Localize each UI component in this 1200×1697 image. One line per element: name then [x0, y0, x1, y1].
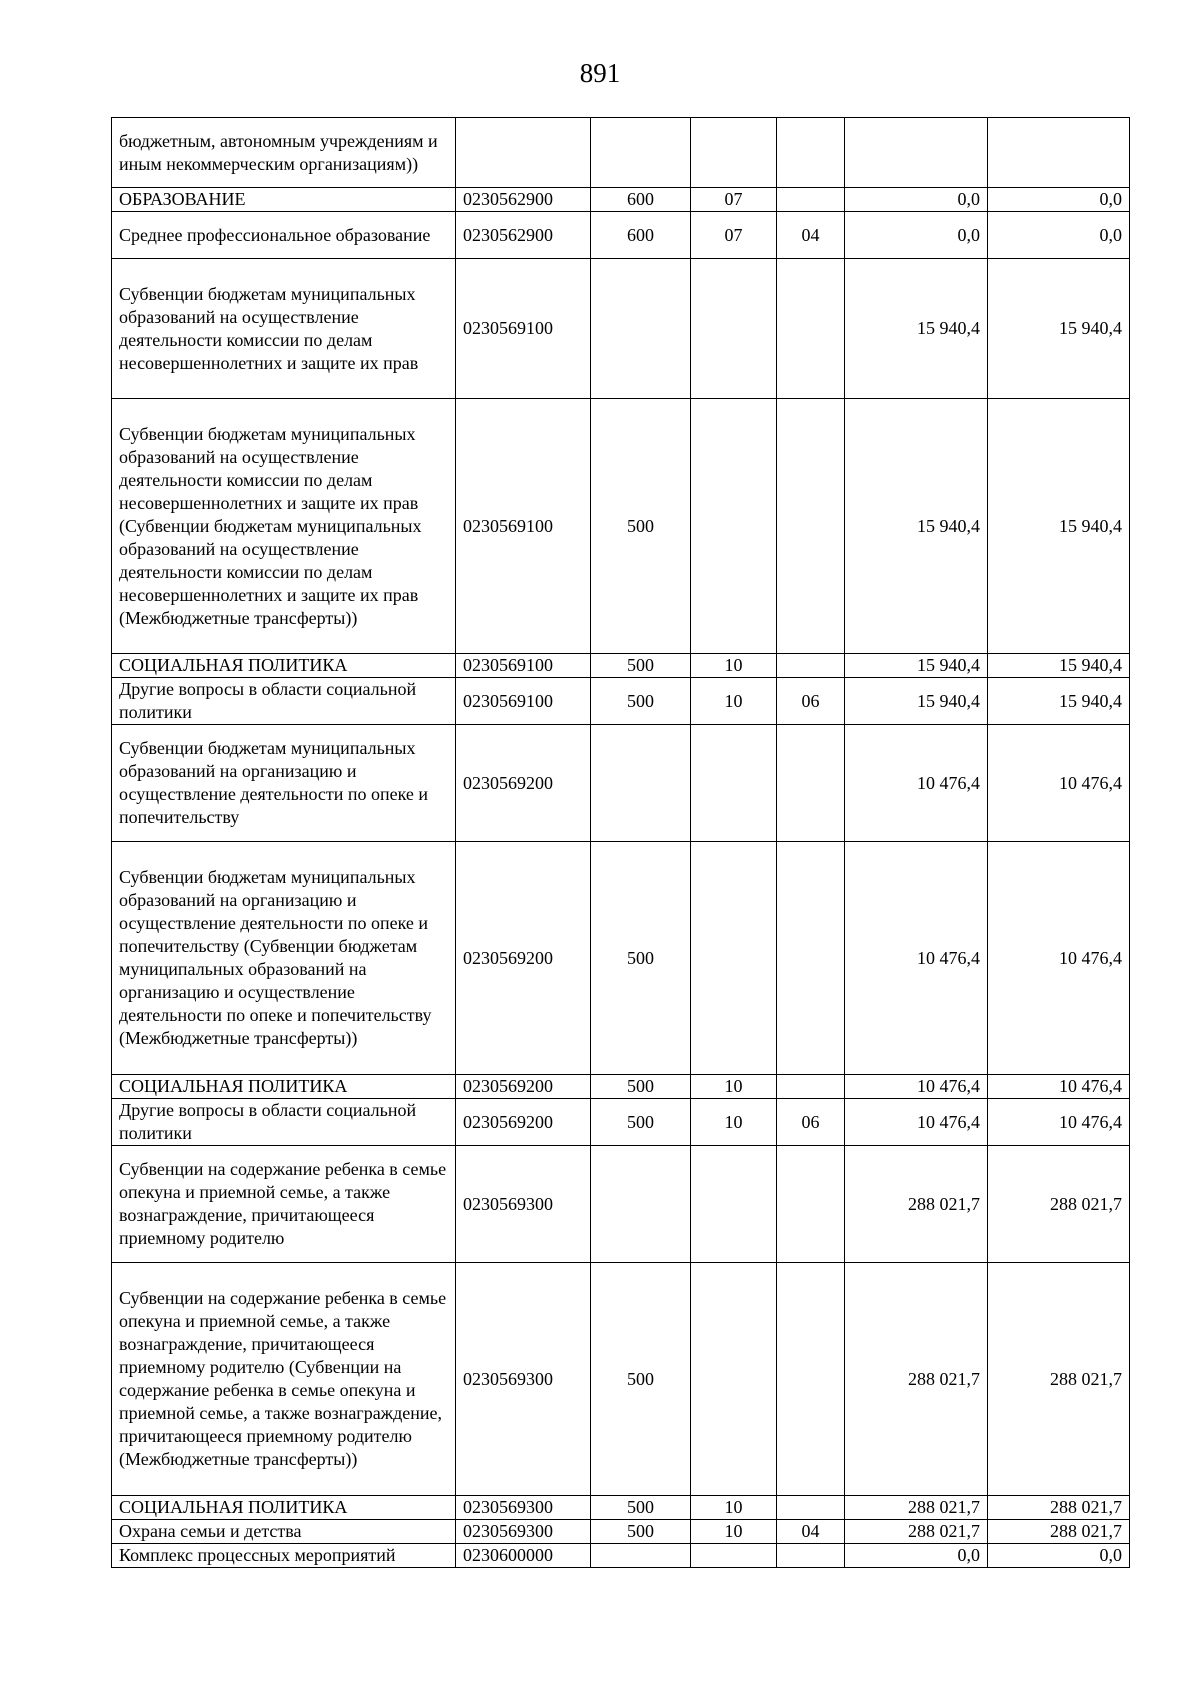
row-name: Комплекс процессных мероприятий: [112, 1544, 456, 1568]
row-vr: 600: [591, 188, 691, 212]
row-rz: [691, 842, 777, 1075]
row-name: СОЦИАЛЬНАЯ ПОЛИТИКА: [112, 1496, 456, 1520]
row-year1: 288 021,7: [845, 1496, 988, 1520]
row-year2: 288 021,7: [988, 1146, 1130, 1263]
row-pr: 04: [777, 1520, 845, 1544]
row-csr: 0230569100: [456, 399, 591, 654]
row-pr: [777, 1075, 845, 1099]
row-csr: 0230569100: [456, 654, 591, 678]
row-rz: [691, 399, 777, 654]
row-year2: 288 021,7: [988, 1263, 1130, 1496]
row-year2: 15 940,4: [988, 678, 1130, 725]
row-name: Другие вопросы в области социальной политики: [112, 1099, 456, 1146]
row-year1: 10 476,4: [845, 1099, 988, 1146]
row-pr: [777, 725, 845, 842]
row-pr: [777, 654, 845, 678]
row-vr: 500: [591, 1520, 691, 1544]
row-rz: 07: [691, 188, 777, 212]
row-name: Субвенции на содержание ребенка в семье опекуна и приемной семье, а также вознаграждение, причитающееся приемному родителю (Субвенции на содержание ребенка в семье опекуна и приемной семье, а также вознаграждение, причитающееся приемному родителю (Межбюджетные трансферты)): [112, 1263, 456, 1496]
row-pr: [777, 1544, 845, 1568]
row-year2: 10 476,4: [988, 842, 1130, 1075]
row-vr: 500: [591, 678, 691, 725]
row-year2: [988, 118, 1130, 188]
budget-table: [111, 117, 1130, 1568]
row-vr: 500: [591, 1099, 691, 1146]
table-row: [112, 654, 1130, 678]
row-rz: 07: [691, 212, 777, 259]
table-row: [112, 678, 1130, 725]
row-rz: 10: [691, 1075, 777, 1099]
row-name: бюджетным, автономным учреждениям и иным некоммерческим организациям)): [112, 118, 456, 188]
row-year2: 15 940,4: [988, 399, 1130, 654]
table-row: [112, 842, 1130, 1075]
row-pr: [777, 842, 845, 1075]
row-vr: 500: [591, 1496, 691, 1520]
row-year1: 15 940,4: [845, 399, 988, 654]
row-csr: 0230562900: [456, 212, 591, 259]
row-rz: [691, 1146, 777, 1263]
row-name: Субвенции бюджетам муниципальных образований на организацию и осуществление деятельности по опеке и попечительству (Субвенции бюджетам муниципальных образований на организацию и осуществление деятельности по опеке и попечительству (Межбюджетные трансферты)): [112, 842, 456, 1075]
row-rz: [691, 118, 777, 188]
row-rz: 10: [691, 654, 777, 678]
table-row: [112, 1146, 1130, 1263]
table-row: [112, 725, 1130, 842]
row-vr: 500: [591, 1263, 691, 1496]
row-csr: 0230562900: [456, 188, 591, 212]
table-row: [112, 1263, 1130, 1496]
row-pr: [777, 1263, 845, 1496]
row-name: Субвенции бюджетам муниципальных образований на организацию и осуществление деятельности по опеке и попечительству: [112, 725, 456, 842]
row-name: Субвенции на содержание ребенка в семье опекуна и приемной семье, а также вознаграждение, причитающееся приемному родителю: [112, 1146, 456, 1263]
row-year2: 10 476,4: [988, 1099, 1130, 1146]
row-pr: [777, 399, 845, 654]
row-vr: 500: [591, 399, 691, 654]
row-year1: 10 476,4: [845, 725, 988, 842]
row-vr: 500: [591, 842, 691, 1075]
row-vr: [591, 259, 691, 399]
row-rz: [691, 1263, 777, 1496]
row-vr: 600: [591, 212, 691, 259]
row-year1: 288 021,7: [845, 1146, 988, 1263]
row-year1: 288 021,7: [845, 1520, 988, 1544]
row-csr: 0230569200: [456, 842, 591, 1075]
row-rz: 10: [691, 678, 777, 725]
row-pr: 04: [777, 212, 845, 259]
row-csr: 0230569300: [456, 1520, 591, 1544]
row-csr: [456, 118, 591, 188]
row-year1: 10 476,4: [845, 1075, 988, 1099]
table-row: [112, 1520, 1130, 1544]
row-rz: 10: [691, 1496, 777, 1520]
row-pr: 06: [777, 1099, 845, 1146]
row-csr: 0230569200: [456, 1075, 591, 1099]
table-row: [112, 212, 1130, 259]
row-year2: 288 021,7: [988, 1520, 1130, 1544]
row-pr: [777, 118, 845, 188]
row-name: Субвенции бюджетам муниципальных образований на осуществление деятельности комиссии по делам несовершеннолетних и защите их прав: [112, 259, 456, 399]
row-vr: [591, 725, 691, 842]
row-csr: 0230569300: [456, 1263, 591, 1496]
row-csr: 0230569200: [456, 1099, 591, 1146]
page-number: 891: [579, 58, 621, 88]
row-vr: 500: [591, 654, 691, 678]
row-year2: 0,0: [988, 188, 1130, 212]
row-rz: [691, 725, 777, 842]
row-csr: 0230569200: [456, 725, 591, 842]
row-year2: 10 476,4: [988, 725, 1130, 842]
row-name: Среднее профессиональное образование: [112, 212, 456, 259]
row-name: Субвенции бюджетам муниципальных образований на осуществление деятельности комиссии по делам несовершеннолетних и защите их прав (Субвенции бюджетам муниципальных образований на осуществление деятельности комиссии по делам несовершеннолетних и защите их прав (Межбюджетные трансферты)): [112, 399, 456, 654]
row-year1: 0,0: [845, 188, 988, 212]
row-pr: [777, 259, 845, 399]
row-rz: [691, 1544, 777, 1568]
row-pr: [777, 188, 845, 212]
row-pr: 06: [777, 678, 845, 725]
row-pr: [777, 1146, 845, 1263]
row-csr: 0230569300: [456, 1146, 591, 1263]
row-csr: 0230569100: [456, 678, 591, 725]
table-row: [112, 399, 1130, 654]
table-row: [112, 1496, 1130, 1520]
row-name: Охрана семьи и детства: [112, 1520, 456, 1544]
row-vr: 500: [591, 1075, 691, 1099]
table-row: [112, 1075, 1130, 1099]
row-year1: [845, 118, 988, 188]
row-csr: 0230600000: [456, 1544, 591, 1568]
table-row: [112, 118, 1130, 188]
row-year1: 15 940,4: [845, 654, 988, 678]
table-row: [112, 1099, 1130, 1146]
row-pr: [777, 1496, 845, 1520]
row-name: Другие вопросы в области социальной политики: [112, 678, 456, 725]
row-rz: [691, 259, 777, 399]
row-name: СОЦИАЛЬНАЯ ПОЛИТИКА: [112, 1075, 456, 1099]
row-year2: 288 021,7: [988, 1496, 1130, 1520]
row-csr: 0230569100: [456, 259, 591, 399]
row-year2: 15 940,4: [988, 259, 1130, 399]
row-year2: 15 940,4: [988, 654, 1130, 678]
row-csr: 0230569300: [456, 1496, 591, 1520]
row-rz: 10: [691, 1520, 777, 1544]
row-year1: 288 021,7: [845, 1263, 988, 1496]
row-vr: [591, 118, 691, 188]
row-year1: 15 940,4: [845, 259, 988, 399]
row-year1: 0,0: [845, 1544, 988, 1568]
row-year1: 10 476,4: [845, 842, 988, 1075]
row-year1: 0,0: [845, 212, 988, 259]
table-row: [112, 188, 1130, 212]
row-year2: 0,0: [988, 212, 1130, 259]
row-year2: 0,0: [988, 1544, 1130, 1568]
row-year2: 10 476,4: [988, 1075, 1130, 1099]
row-year1: 15 940,4: [845, 678, 988, 725]
row-name: ОБРАЗОВАНИЕ: [112, 188, 456, 212]
row-rz: 10: [691, 1099, 777, 1146]
table-row: [112, 1544, 1130, 1568]
table-row: [112, 259, 1130, 399]
row-name: СОЦИАЛЬНАЯ ПОЛИТИКА: [112, 654, 456, 678]
row-vr: [591, 1146, 691, 1263]
row-vr: [591, 1544, 691, 1568]
